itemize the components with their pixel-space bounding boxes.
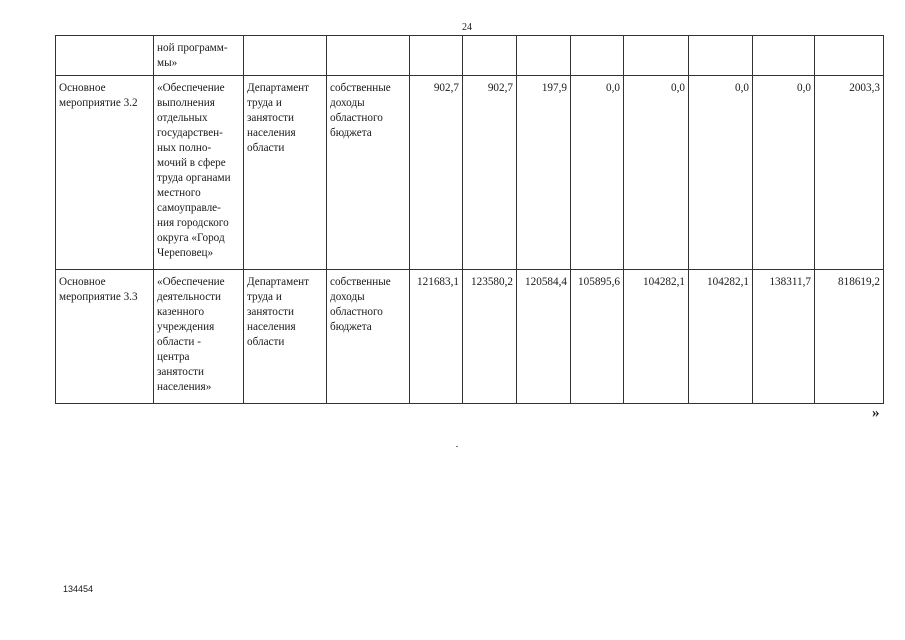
table-row [56, 270, 884, 404]
table-cell: Основное мероприятие 3.3 [56, 270, 154, 404]
table-cell: 0,0 [624, 76, 689, 270]
table-cell: «Обеспечение выполнения отдельных государствен- ных полно- мочий в сфере труда органами местного самоуправле- ния городского округа «Город Череповец» [154, 76, 244, 270]
table-cell [56, 36, 154, 76]
table-cell: 197,9 [517, 76, 571, 270]
table-cell: 818619,2 [815, 270, 884, 404]
table-cell: Департамент труда и занятости населения области [244, 76, 327, 270]
table-cell: 120584,4 [517, 270, 571, 404]
table-cell [624, 36, 689, 76]
table-cell: 0,0 [753, 76, 815, 270]
table-cell: Основное мероприятие 3.2 [56, 76, 154, 270]
table-cell: 104282,1 [689, 270, 753, 404]
closing-quote: » [872, 405, 880, 421]
table-cell [689, 36, 753, 76]
table-cell [815, 36, 884, 76]
page-number: 24 [462, 22, 472, 33]
table-cell: 2003,3 [815, 76, 884, 270]
document-code: 134454 [63, 584, 94, 594]
table-cell: собственные доходы областного бюджета [327, 270, 410, 404]
table-cell [517, 36, 571, 76]
table-cell: 123580,2 [463, 270, 517, 404]
table-cell: 121683,1 [410, 270, 463, 404]
table-cell [410, 36, 463, 76]
table-cell [571, 36, 624, 76]
table-cell: 105895,6 [571, 270, 624, 404]
table-cell [753, 36, 815, 76]
scan-speck [456, 446, 458, 447]
table-cell: 0,0 [689, 76, 753, 270]
table-cell [327, 36, 410, 76]
table-cell: «Обеспечение деятельности казенного учреждения области - центра занятости населения» [154, 270, 244, 404]
table-cell: Департамент труда и занятости населения области [244, 270, 327, 404]
table-cell: собственные доходы областного бюджета [327, 76, 410, 270]
budget-table [55, 35, 884, 404]
table-cell: 138311,7 [753, 270, 815, 404]
table-row [56, 76, 884, 270]
table-cell: 902,7 [410, 76, 463, 270]
table-cell: 902,7 [463, 76, 517, 270]
table-cell: ной программ- мы» [154, 36, 244, 76]
table-row [56, 36, 884, 76]
table-cell: 104282,1 [624, 270, 689, 404]
table-cell: 0,0 [571, 76, 624, 270]
table-cell [244, 36, 327, 76]
table-cell [463, 36, 517, 76]
